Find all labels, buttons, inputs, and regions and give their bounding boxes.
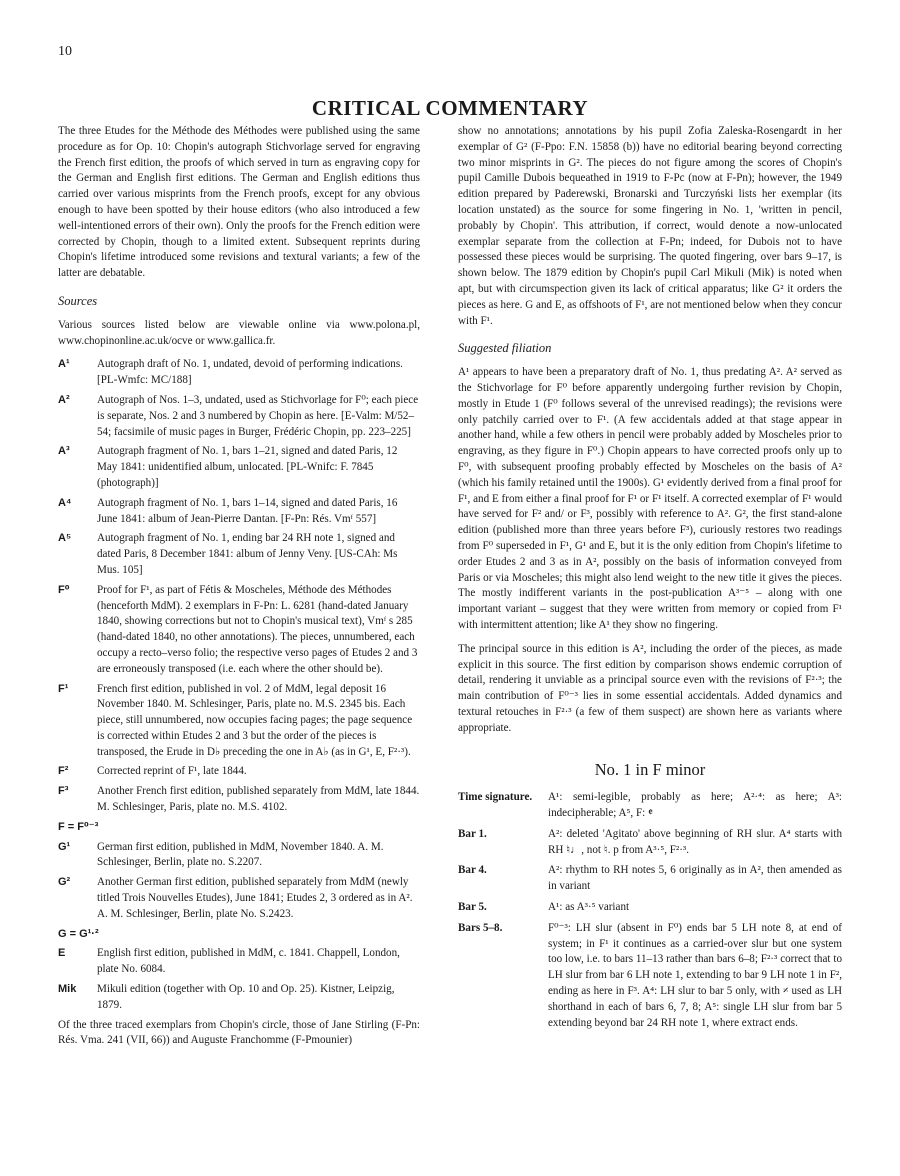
source-entry [58, 946, 420, 978]
commentary-entry [458, 827, 842, 859]
source-entry [58, 531, 420, 578]
entry-label: Time signature. [458, 791, 533, 804]
source-description: English first edition, published in MdM, c. 1841. Chappell, London, plate No. 6084. [97, 947, 400, 976]
source-description: Corrected reprint of F¹, late 1844. [97, 765, 247, 778]
source-description: Another French first edition, published separately from MdM, late 1844. M. Schlesinger, Paris, plate no. M.S. 4102. [97, 785, 420, 814]
closing-paragraph: Of the three traced exemplars from Chopin's circle, those of Jane Stirling (F-Pn: Rés. Vma. 241 (VII, 66)) and Auguste Franchomme (F-Pmounier) [58, 1018, 420, 1047]
source-entry [58, 444, 420, 491]
source-siglum: G² [58, 876, 71, 889]
source-siglum: A⁴ [58, 496, 72, 509]
sources-list-other [58, 946, 420, 1013]
source-siglum: G¹ [58, 840, 71, 853]
source-siglum: A¹ [58, 358, 70, 371]
left-column [58, 124, 420, 1057]
source-description: Mikuli edition (together with Op. 10 and Op. 25). Kistner, Leipzig, 1879. [97, 983, 395, 1011]
source-description: German first edition, published in MdM, November 1840. A. M. Schlesinger, Berlin, plate no. S.2207. [97, 840, 384, 869]
commentary-entry [458, 790, 842, 822]
entry-label: Bar 5. [458, 901, 487, 914]
source-siglum: A² [58, 393, 70, 406]
source-siglum: F⁰ [58, 583, 70, 596]
entry-text: F⁰⁻³: LH slur (absent in F⁰) ends bar 5 LH note 8, at end of system; in F¹ it continues as a carried-over slur but one system too low, i.e. to bars 11–13 rather than bars 6–8; F²·³ correct that to LH slur from bar 6 LH note 1, extending to bar 9 LH note 1 in F², ending as here in F³. A⁴: LH slur to bar 5 only, with 𝄎 used as LH shorthand in each of bars 6, 7, 8; A⁵: single LH slur from bar 5 extending beyond bar 24 RH note 1, where extract ends. [548, 921, 842, 1029]
source-description: Autograph fragment of No. 1, bars 1–14, signed and dated Paris, 16 June 1841: album of Jean-Pierre Dantan. [F-Pn: Rés. Vmᶠ 557] [97, 496, 398, 525]
source-description: Another German first edition, published separately from MdM (newly titled Trois Nouvelles Etudes), June 1841; Etudes 2, 3 ordered as in A². A. M. Schlesinger, Berlin, plate No. S.2423. [97, 876, 413, 920]
filiation-heading: Suggested filiation [458, 341, 552, 356]
sources-list [58, 357, 420, 816]
sources-list-german [58, 840, 420, 923]
source-entry [58, 357, 420, 389]
entry-text: A²: deleted 'Agitato' above beginning of RH slur. A⁴ starts with RH ♮♩, not ♮. p from A³·⁵, F²·³. [548, 827, 842, 856]
source-siglum: F¹ [58, 682, 69, 695]
source-entry [58, 875, 420, 922]
source-description: French first edition, published in vol. 2 of MdM, legal deposit 16 November 1840. M. Schlesinger, Paris, plate no. M.S. 2345 bis. Each piece, still unnumbered, now occupies facing pages; the page sequence is corrected within Etudes 2 and 3 but the order of the pieces is transposed, the Erude in D♭ preceding the one in A♭ (as in G¹, E, F²·³). [97, 682, 413, 758]
section-title-no1: No. 1 in F minor [594, 760, 706, 780]
source-entry [58, 784, 420, 816]
source-siglum: Mik [58, 983, 77, 996]
entry-text: A¹: as A³·⁵ variant [548, 901, 630, 914]
equation-f: F = F⁰⁻³ [58, 820, 99, 833]
entry-label: Bars 5–8. [458, 921, 503, 934]
source-siglum: A⁵ [58, 532, 72, 545]
source-entry [58, 496, 420, 528]
source-description: Autograph fragment of No. 1, ending bar 24 RH note 1, signed and dated Paris, 8 December 1841: album of Jenny Veny. [US-CAh: Ms Mus. 105] [97, 532, 398, 576]
right-column [458, 124, 842, 1036]
source-entry [58, 583, 420, 678]
source-entry [58, 982, 420, 1014]
commentary-entry [458, 900, 842, 916]
commentary-entry [458, 863, 842, 895]
page-title: CRITICAL COMMENTARY [311, 96, 589, 120]
sources-heading: Sources [58, 293, 98, 308]
source-entry [58, 682, 420, 761]
commentary-entries [458, 790, 842, 1031]
source-siglum: F² [58, 765, 69, 778]
entry-label: Bar 1. [458, 827, 487, 840]
source-entry [58, 764, 420, 780]
source-description: Autograph draft of No. 1, undated, devoid of performing indications. [PL-Wmfc: MC/188] [97, 358, 403, 387]
entry-text: A¹: semi-legible, probably as here; A²·⁴: as here; A³: indecipherable; A⁵, F: 𝄵 [548, 791, 842, 820]
source-siglum: E [58, 947, 66, 960]
source-entry [58, 393, 420, 440]
entry-text: A²: rhythm to RH notes 5, 6 originally as in A², then amended as in variant [548, 864, 842, 893]
entry-label: Bar 4. [458, 864, 487, 877]
intro-paragraph: The three Etudes for the Méthode des Méthodes were published using the same procedure as for Op. 10: Chopin's autograph Stichvorlage served for engraving the French first edition, the proofs of which served in turn as engraving copy for the German and English first editions. The German and English editions thus carried over various misprints from the French proofs, except for any obvious enough to have been spotted by their house editors (who also introduced a few well-intentioned errors of their own). Only the proofs for the French edition were corrected by Chopin, though to a limited extent. Subsequent reprints during Chopin's lifetime introduced some revisions and textural variants; a few of the latter are debatable. [58, 125, 420, 280]
source-description: Autograph fragment of No. 1, bars 1–21, signed and dated Paris, 12 May 1841: unidentified album, unlocated. [PL-Wnifc: F. 7845 (photograph)] [97, 445, 398, 489]
equation-g: G = G¹·² [58, 927, 99, 940]
source-entry [58, 840, 420, 872]
principal-source-paragraph: The principal source in this edition is A², including the order of the pieces, as made explicit in this source. The first edition by comparison shows endemic corruption of detail, rendering it unviable as a principal source even with the revisions of F²·³; the main contribution of F⁰⁻³ lies in some essential accidentals. Added dynamics and textural retouches in F²·³ (a few of them suspect) are shown here as variants where appropriate. [458, 642, 842, 734]
source-description: Proof for F¹, as part of Fétis & Moscheles, Méthode des Méthodes (henceforth MdM). 2 exemplars in F-Pn: L. 6281 (hand-dated January 1840, showing corrections but not to Chopin's musical text), Vmᶠ s 285 (hand-dated 1840, no other annotations). The pieces, unnumbered, each occupy a recto–verso folio; the respective verso pages of Etudes 2 and 3 are erroneously transposed (i.e. each where the other should be). [97, 583, 418, 675]
commentary-entry [458, 921, 842, 1032]
filiation-paragraph: A¹ appears to have been a preparatory draft of No. 1, thus predating A². A² served as the Stichvorlage for F⁰ before apparently undergoing further revision by Chopin, mostly in Etude 1 (F⁰ follows several of the unrevised readings); the revisions were only patchily carried over to F¹. (A few accidentals added at that stage appear in another hand, while a few others in pencil were probably added by Moscheles prior to engraving, as they figure in F⁰.) Chopin appears to have corrected proofs only up to F⁰, with subsequent proofing probably effected by Moscheles on the basis of A² (which his family retained until the 1900s). G¹ evidently derived from a final proof for F¹, and E from either a final proof for F¹ or F¹ itself. A corrected exemplar of F¹ would have served for F² and/ or F³, possibly with reference to A². G², the first stand-alone edition (published more than three years before F³), curiously restores two readings from F⁰ superseded in F¹, G¹ and E, but it is the only edition from Chopin's lifetime to order Etudes 2 and 3 as in A², possibly on the basis of information conveyed from Paris or via Moscheles; this might also lend weight to the new title it gives the pieces. The mostly indifferent variants in the post-publication A³⁻⁵ – along with one important variant – suggest that they were written from memory or copied from F¹ with intermittent attention; like A¹ they show no fingering. [458, 366, 842, 631]
page-number: 10 [58, 44, 72, 59]
source-description: Autograph of Nos. 1–3, undated, used as Stichvorlage for F⁰; each piece is separate, Nos. 2 and 3 numbered by Chopin as here. [E-Valm: M/52–54; facsimile of music pages in Burger, Frédéric Chopin, pp. 223–225] [97, 393, 419, 438]
source-siglum: A³ [58, 445, 70, 458]
source-siglum: F³ [58, 785, 69, 798]
continuation-paragraph: show no annotations; annotations by his pupil Zofia Zaleska-Rosengardt in her exemplar of G² (F-Ppo: F.N. 15858 (b)) have no editorial bearing beyond correcting two minor misprints in G². The pieces do not figure among the scores of Chopin's pupil Camille Dubois bequeathed in 1919 to F-Pc (now at F-Pn); however, the 1949 edition prepared by Paderewski, Bronarski and Turczyński lists her exemplar (its location unstated) as the source for some fingering in No. 1, 'written in pencil, probably by Chopin'. This attribution, if correct, would denote a now-unlocated exemplar separate from the collection at F-Pn; indeed, for Dubois not to have possessed these pieces would be surprising. The quoted fingering, over bars 9–17, is shown below. The 1879 edition by Chopin's pupil Carl Mikuli (Mik) is noted when apt, but with circumspection given its lack of critical apparatus; like G² it orders the pieces as here. G and E, as offshoots of F¹, are not mentioned below when they concur with F¹. [458, 125, 842, 327]
sources-intro: Various sources listed below are viewable online via www.polona.pl, www.chopinonline.ac.uk/ocve or www.gallica.fr. [58, 318, 420, 347]
